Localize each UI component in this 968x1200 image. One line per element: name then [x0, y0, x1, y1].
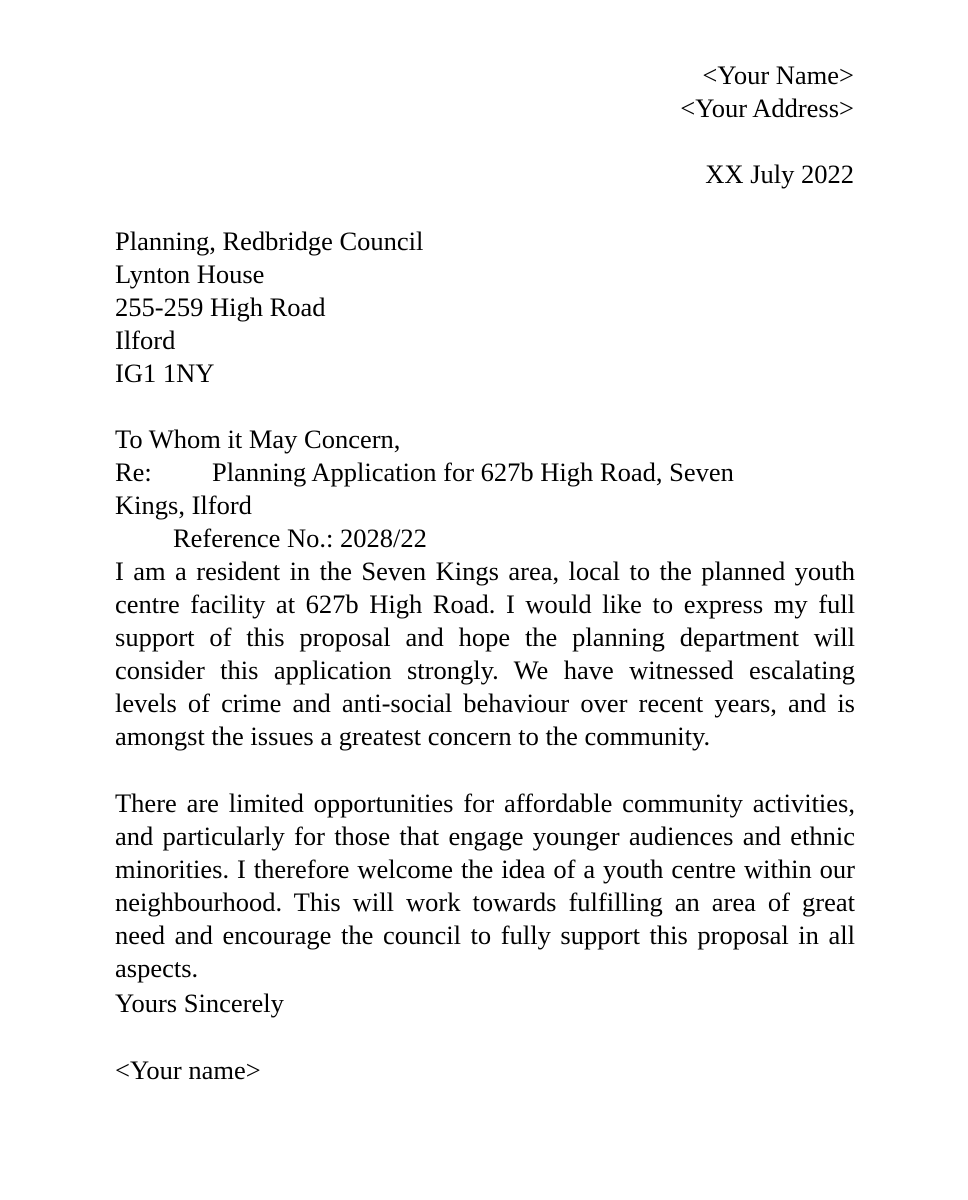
- closing: Yours Sincerely: [115, 988, 284, 1018]
- subject-label: Re:: [115, 457, 152, 487]
- recipient-line-2: Lynton House: [115, 259, 265, 289]
- sender-address: <Your Address>: [680, 93, 854, 123]
- reference-number: Reference No.: 2028/22: [173, 523, 427, 553]
- salutation: To Whom it May Concern,: [115, 424, 401, 454]
- body-paragraph-1: I am a resident in the Seven Kings area, local to the planned youth centre facility at 627b High Road. I would like to express my full support of this proposal and hope the planning department will consider this application strongly. We have witnessed escalating levels of crime and anti-social behaviour over recent years, and is amongst the issues a greatest concern to the community.: [115, 556, 855, 751]
- recipient-line-4: Ilford: [115, 325, 176, 355]
- subject-text: Planning Application for 627b High Road, Seven Kings, Ilford: [115, 457, 734, 520]
- recipient-line-1: Planning, Redbridge Council: [115, 226, 424, 256]
- letter-date: XX July 2022: [705, 159, 854, 189]
- recipient-line-5: IG1 1NY: [115, 358, 215, 388]
- recipient-line-3: 255-259 High Road: [115, 292, 326, 322]
- sender-name: <Your Name>: [702, 60, 854, 90]
- subject-line: [115, 456, 855, 522]
- signature: <Your name>: [115, 1055, 261, 1085]
- body-paragraph-2: There are limited opportunities for affordable community activities, and particularly for those that engage younger audiences and ethnic minorities. I therefore welcome the idea of a youth centre within our neighbourhood. This will work towards fulfilling an area of great need and encourage the council to fully support this proposal in all aspects.: [115, 788, 855, 983]
